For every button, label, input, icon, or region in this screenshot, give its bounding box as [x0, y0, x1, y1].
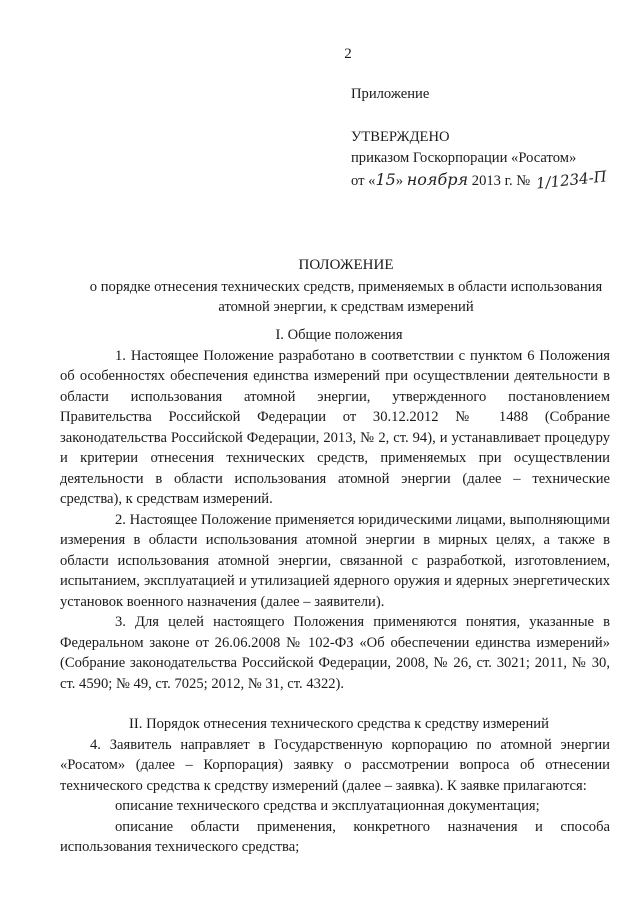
date-day: 15: [375, 170, 396, 189]
list-item-2: описание области применения, конкретного назначения и способа использования технического средства;: [60, 818, 610, 855]
paragraph-1: 1. Настоящее Положение разработано в соответствии с пунктом 6 Положения об особенностях обеспечения единства измерений при осуществлении деятельности в области использования атомной энергии, утвержденного постановлением Правительства Российской Федерации от 30.12.2012 № 1488 (Собрание законодательства Российской Федерации, 2013, № 2, ст. 94), и устанавливает процедуру и критерии отнесения технических средств, применяемых при осуществлении деятельности в области использования атомной энергии (далее – технические средства), к средствам измерений.: [60, 347, 610, 507]
document-subtitle-line1: о порядке отнесения технических средств, применяемых в области использования: [89, 279, 603, 295]
order-date-line: [351, 169, 631, 192]
date-prefix: от «: [351, 173, 376, 189]
paragraph-3: 3. Для целей настоящего Положения применяются понятия, указанные в Федеральном законе от 26.06.2008 № 102-ФЗ «Об обеспечении единства измерений» (Собрание законодательства Российской Федерации, 2008, № 26, ст. 3021; 2011, № 30, ст. 4590; № 49, ст. 7025; 2012, № 31, ст. 4322).: [60, 614, 610, 692]
approval-stamp: [351, 84, 631, 192]
section-2-title: II. Порядок отнесения технического средства к средству измерений: [129, 716, 549, 732]
date-quote-close: »: [395, 173, 404, 189]
appendix-label: Приложение: [351, 86, 430, 102]
date-month: ноября: [406, 170, 469, 189]
approved-label: УТВЕРЖДЕНО: [351, 129, 450, 145]
date-year: 2013 г. №: [471, 173, 531, 189]
section-1-title: I. Общие положения: [275, 327, 403, 343]
paragraph-4: 4. Заявитель направляет в Государственную корпорацию по атомной энергии «Росатом» (далее – Корпорация) заявку о рассмотрении вопроса об отнесении технического средства к средству измерений (далее – заявка). К заявке прилагаются:: [60, 736, 610, 794]
document-title-block: [60, 255, 632, 317]
order-line: приказом Госкорпорации «Росатом»: [351, 150, 577, 166]
document-subtitle-line2: атомной энергии, к средствам измерений: [218, 299, 474, 315]
paragraph-2: 2. Настоящее Положение применяется юридическими лицами, выполняющими измерения в области использования атомной энергии в мирных целях, а также в области использования атомной энергии, связанной с разработкой, изготовлением, испытанием, эксплуатацией и утилизацией ядерного оружия и ядерных энергетических установок военного назначения (далее – заявители).: [60, 511, 610, 610]
document-body: [60, 325, 610, 858]
list-item-1: описание технического средства и эксплуатационная документация;: [115, 798, 540, 814]
order-number: 1/1234-П: [535, 167, 608, 193]
page-number: 2: [344, 46, 352, 62]
document-title: ПОЛОЖЕНИЕ: [298, 257, 394, 273]
